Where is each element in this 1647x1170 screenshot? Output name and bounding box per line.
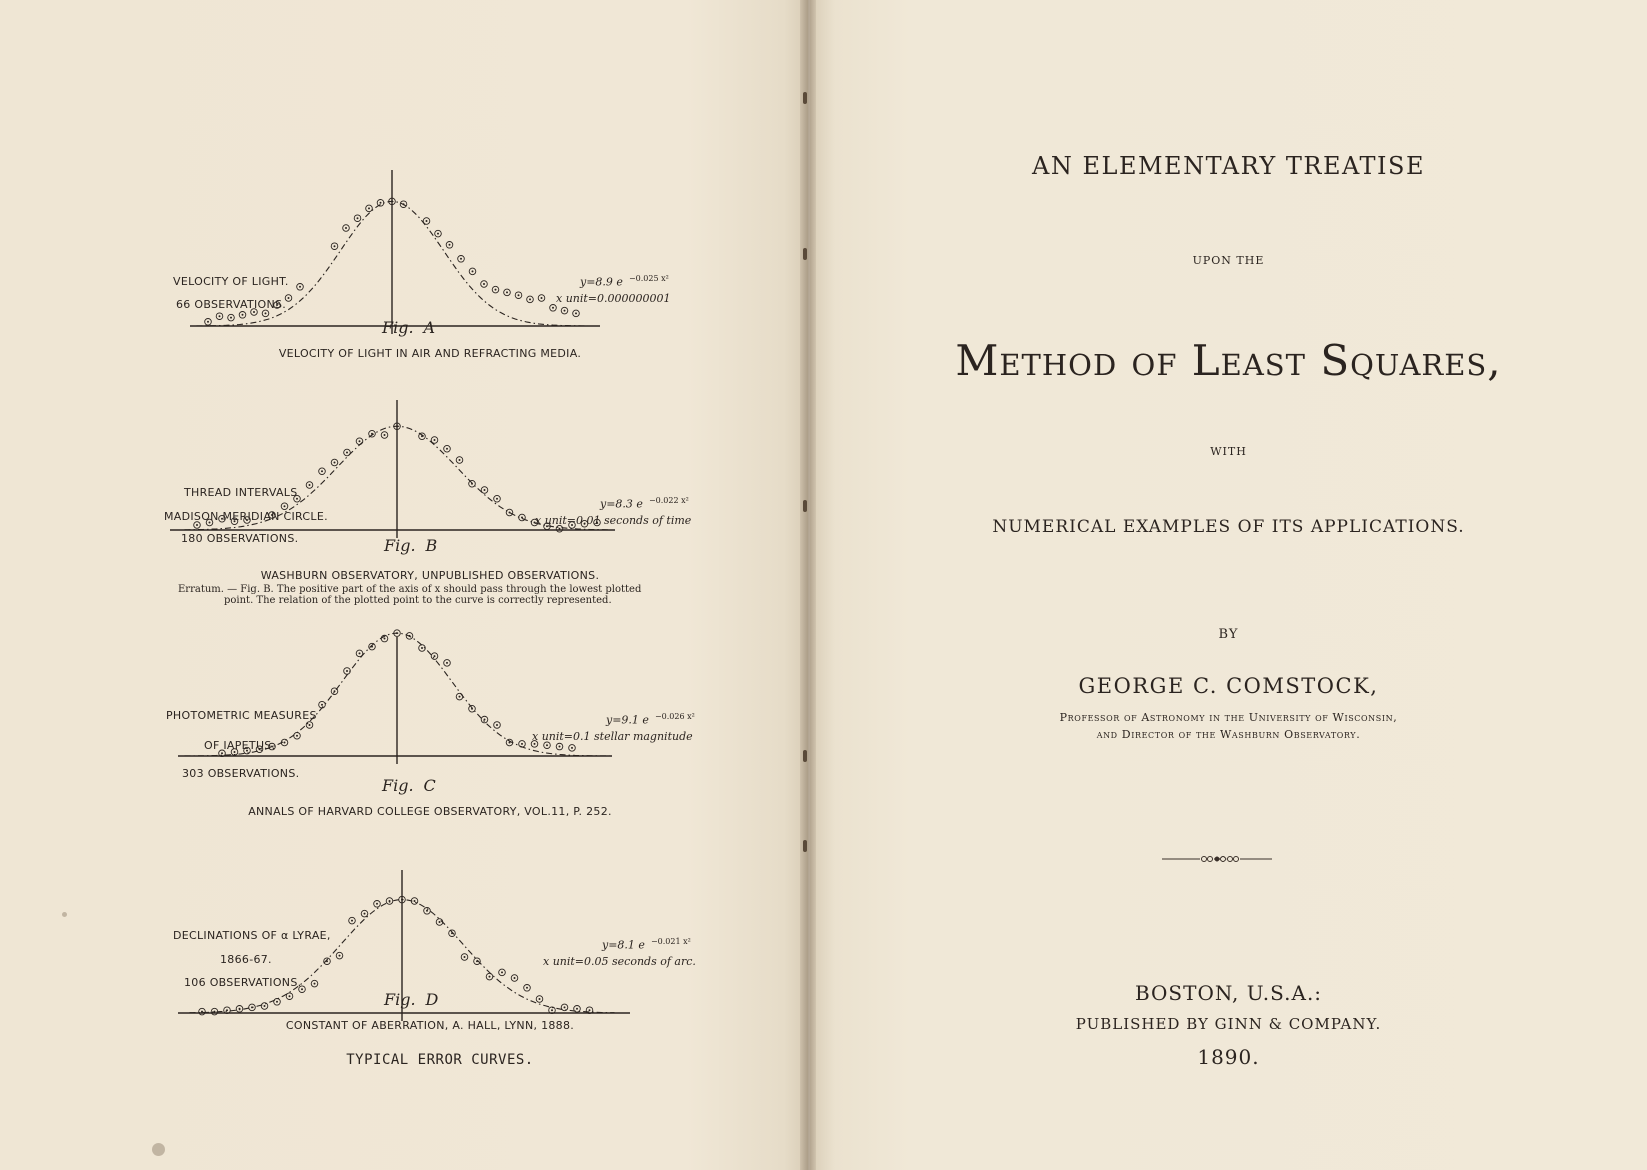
data-point-dot (526, 987, 528, 989)
data-point-dot (396, 632, 398, 634)
data-point (527, 296, 534, 303)
equation-exponent: −0.025 x² (628, 274, 669, 283)
title-line-4: WITH (1210, 445, 1247, 458)
data-point-dot (334, 690, 336, 692)
data-point (486, 973, 493, 980)
data-point (573, 310, 580, 317)
data-point (574, 1006, 581, 1013)
data-point-dot (446, 448, 448, 450)
figure-label-line: MADISON MERIDIAN CIRCLE. (164, 510, 328, 523)
data-point (331, 688, 338, 695)
data-point-dot (589, 1009, 591, 1011)
equation-exponent: −0.022 x² (648, 496, 689, 505)
data-point-dot (546, 744, 548, 746)
binding-stitch (803, 248, 807, 260)
data-point (431, 653, 438, 660)
data-point-dot (426, 220, 428, 222)
data-point (236, 1006, 243, 1013)
data-point-dot (529, 298, 531, 300)
data-point-dot (476, 960, 478, 962)
figure-tag: Fig. A (382, 318, 436, 337)
data-point-dot (509, 512, 511, 514)
author-affiliation: and Director of the Washburn Observatory. (1096, 728, 1361, 741)
equation: y=8.1 e $^{-0.021 x^2}$ (602, 937, 691, 952)
data-point-dot (521, 517, 523, 519)
data-point (449, 930, 456, 937)
figure-d (150, 885, 710, 1035)
equation: y=9.1 e $^{-0.026 x^2}$ (606, 712, 695, 727)
data-point (481, 487, 488, 494)
data-point-dot (334, 462, 336, 464)
data-point-dot (514, 977, 516, 979)
data-point-dot (434, 439, 436, 441)
data-point-dot (414, 900, 416, 902)
unit-note: x unit=0.05 seconds of arc. (543, 955, 696, 968)
figure-label-line: 180 OBSERVATIONS. (181, 532, 299, 545)
data-point-dot (219, 315, 221, 317)
data-point (356, 650, 363, 657)
data-point (205, 319, 212, 326)
data-point-dot (459, 696, 461, 698)
title-line-2: UPON THE (1192, 254, 1265, 267)
data-point-dot (421, 647, 423, 649)
data-point-dot (345, 227, 347, 229)
printer-ornament (1162, 852, 1272, 866)
figure-label-line: DECLINATIONS OF α LYRAE, (173, 929, 331, 942)
data-point (492, 286, 499, 293)
data-point-dot (576, 1008, 578, 1010)
data-point-dot (346, 670, 348, 672)
figure-a (150, 170, 710, 370)
data-point-dot (284, 505, 286, 507)
data-point-dot (359, 440, 361, 442)
data-point (481, 281, 488, 288)
data-point (423, 218, 430, 225)
data-point (431, 437, 438, 444)
data-point-dot (521, 743, 523, 745)
data-point (456, 693, 463, 700)
data-point-dot (321, 704, 323, 706)
erratum-line: Erratum. — Fig. B. The positive part of the axis of x should pass through the lowest plotted (178, 584, 642, 595)
subtitle: NUMERICAL EXAMPLES OF ITS APPLICATIONS. (992, 517, 1465, 537)
data-point (519, 514, 526, 521)
data-point-dot (472, 270, 474, 272)
data-point-dot (346, 452, 348, 454)
figure-label-line: 106 OBSERVATIONS. (184, 976, 302, 989)
data-point (319, 468, 326, 475)
data-point-dot (564, 1006, 566, 1008)
data-point (356, 438, 363, 445)
data-point (519, 741, 526, 748)
data-point-dot (201, 1011, 203, 1013)
data-point-dot (575, 312, 577, 314)
publisher: PUBLISHED BY GINN & COMPANY. (1075, 1015, 1382, 1033)
data-point (294, 732, 301, 739)
figure-label-line: 1866-67. (220, 953, 272, 966)
data-point-dot (251, 1006, 253, 1008)
data-point (419, 433, 426, 440)
data-point-dot (214, 1011, 216, 1013)
data-point-dot (403, 203, 405, 205)
data-point (515, 292, 522, 299)
data-point (262, 310, 269, 317)
figure-b (150, 420, 710, 570)
figure-a-plot (150, 170, 710, 370)
data-point-dot (253, 311, 255, 313)
data-point (354, 215, 361, 222)
data-point-dot (371, 646, 373, 648)
data-point-dot (518, 294, 520, 296)
data-point (285, 295, 292, 302)
data-point-dot (539, 998, 541, 1000)
data-point-dot (242, 314, 244, 316)
data-point-dot (534, 743, 536, 745)
data-point (286, 993, 293, 1000)
data-point (374, 901, 381, 908)
data-point-dot (239, 1008, 241, 1010)
data-point (297, 284, 304, 291)
figure-tag: Fig. B (384, 536, 438, 555)
data-point-dot (571, 747, 573, 749)
equation: y=8.3 e $^{-0.022 x^2}$ (600, 496, 689, 511)
data-point-dot (384, 434, 386, 436)
author-affiliation: Professor of Astronomy in the University of Wisconsin, (1059, 711, 1398, 724)
data-point-dot (449, 244, 451, 246)
data-point-dot (471, 708, 473, 710)
data-point-dot (339, 955, 341, 957)
data-point-dot (376, 903, 378, 905)
data-point-dot (207, 321, 209, 323)
unit-note: x unit=0.1 stellar magnitude (532, 730, 693, 743)
data-point-dot (426, 910, 428, 912)
data-point-dot (309, 724, 311, 726)
data-point (524, 985, 531, 992)
binding-stitch (803, 840, 807, 852)
data-point-dot (460, 258, 462, 260)
figure-label-line: 66 OBSERVATIONS. (176, 298, 287, 311)
data-point (481, 716, 488, 723)
paper-stain (152, 1143, 165, 1156)
data-point-dot (495, 289, 497, 291)
data-point (550, 305, 557, 312)
data-point-dot (401, 899, 403, 901)
data-point (504, 289, 511, 296)
data-point (366, 205, 373, 212)
data-point (281, 503, 288, 510)
data-point-dot (551, 1009, 553, 1011)
data-point (361, 910, 368, 917)
data-point (458, 256, 465, 263)
data-point-dot (384, 638, 386, 640)
binding-stitch (803, 500, 807, 512)
data-point (511, 975, 518, 982)
data-point (331, 459, 338, 466)
data-point (536, 996, 543, 1003)
data-point-dot (265, 312, 267, 314)
data-point-dot (289, 995, 291, 997)
data-point-dot (226, 1009, 228, 1011)
place-of-publication: BOSTON, U.S.A.: (1134, 981, 1323, 1005)
data-point (461, 954, 468, 961)
unit-note: x unit=0.01 seconds of time (535, 514, 692, 527)
figure-c (150, 640, 710, 810)
data-point (306, 482, 313, 489)
data-point-dot (509, 742, 511, 744)
figure-label-line: VELOCITY OF LIGHT. (173, 275, 289, 288)
plate-title: TYPICAL ERROR CURVES. (346, 1052, 534, 1068)
equation-exponent: −0.026 x² (654, 712, 695, 721)
erratum-note (178, 584, 698, 606)
data-point-dot (483, 283, 485, 285)
publication-year: 1890. (1197, 1045, 1260, 1069)
unit-note: x unit=0.000000001 (556, 292, 671, 305)
data-point-dot (451, 932, 453, 934)
data-point-dot (326, 960, 328, 962)
data-point (261, 1003, 268, 1010)
data-point (444, 660, 451, 667)
data-point (469, 480, 476, 487)
data-point (324, 958, 331, 965)
data-point-dot (464, 956, 466, 958)
data-point-dot (368, 207, 370, 209)
data-point-dot (489, 976, 491, 978)
data-point (494, 495, 501, 502)
erratum-line: point. The relation of the plotted point to the curve is correctly represented. (224, 595, 612, 606)
equation-exponent: −0.021 x² (650, 937, 691, 946)
data-point (499, 969, 506, 976)
data-point-dot (496, 498, 498, 500)
data-point-dot (564, 310, 566, 312)
data-point (561, 307, 568, 314)
data-point-dot (371, 433, 373, 435)
paper-stain (62, 912, 67, 917)
data-point-dot (552, 307, 554, 309)
binding-stitch (803, 750, 807, 762)
data-point (306, 722, 313, 729)
data-point (386, 898, 393, 905)
data-point-dot (359, 652, 361, 654)
data-point-dot (296, 735, 298, 737)
data-point-dot (409, 635, 411, 637)
data-point (444, 445, 451, 452)
data-point (569, 745, 576, 752)
data-point-dot (221, 752, 223, 754)
figure-label-line: OF IAPETUS. (204, 739, 276, 752)
data-point (469, 268, 476, 275)
by-line: BY (1218, 627, 1239, 642)
data-point (381, 432, 388, 439)
data-point-dot (559, 746, 561, 748)
data-point-dot (230, 317, 232, 319)
data-point-dot (484, 489, 486, 491)
figure-d-caption: CONSTANT OF ABERRATION, A. HALL, LYNN, 1888. (285, 1019, 575, 1032)
data-point-dot (559, 528, 561, 530)
data-point-dot (541, 297, 543, 299)
data-point (228, 314, 235, 321)
data-point-dot (309, 484, 311, 486)
data-point-dot (276, 1001, 278, 1003)
data-point-dot (501, 971, 503, 973)
figure-label-line: 303 OBSERVATIONS. (182, 767, 300, 780)
data-point-dot (439, 921, 441, 923)
data-point (344, 449, 351, 456)
data-point-dot (196, 524, 198, 526)
data-point-dot (391, 200, 393, 202)
figure-a-caption: VELOCITY OF LIGHT IN AIR AND REFRACTING MEDIA. (278, 347, 582, 360)
data-point-dot (299, 286, 301, 288)
figure-label-line: PHOTOMETRIC MEASURES (166, 709, 317, 722)
data-point (506, 509, 513, 516)
data-point (369, 430, 376, 437)
data-point (400, 201, 407, 208)
figure-c-caption: ANNALS OF HARVARD COLLEGE OBSERVATORY, VOL.11, P. 252. (248, 805, 612, 818)
data-point (199, 1008, 206, 1015)
data-point-dot (380, 202, 382, 204)
data-point (474, 958, 481, 965)
binding-stitch (803, 92, 807, 104)
data-point (216, 313, 223, 320)
data-point-dot (364, 913, 366, 915)
data-point-dot (459, 459, 461, 461)
data-point-dot (421, 435, 423, 437)
data-point-dot (357, 217, 359, 219)
data-point (538, 295, 545, 302)
data-point (336, 952, 343, 959)
data-point-dot (351, 920, 353, 922)
data-point (556, 743, 563, 750)
data-point (469, 705, 476, 712)
figure-b-caption: WASHBURN OBSERVATORY, UNPUBLISHED OBSERVATIONS. (260, 569, 600, 582)
author-name: GEORGE C. COMSTOCK, (1078, 674, 1379, 698)
data-point (494, 722, 501, 729)
data-point (349, 917, 356, 924)
data-point-dot (334, 245, 336, 247)
book-title: Method of Least Squares, (955, 336, 1502, 385)
equation: y=8.9 e $^{-0.025 x^2}$ (580, 274, 669, 289)
data-point (369, 643, 376, 650)
data-point-dot (506, 291, 508, 293)
data-point-dot (314, 983, 316, 985)
data-point (239, 312, 246, 319)
data-point (435, 230, 442, 237)
data-point-dot (496, 724, 498, 726)
data-point-dot (264, 1005, 266, 1007)
data-point-dot (437, 233, 439, 235)
data-point-dot (284, 742, 286, 744)
figure-label-line: THREAD INTERVALS (184, 486, 298, 499)
data-point-dot (446, 662, 448, 664)
data-point (561, 1004, 568, 1011)
data-point (446, 242, 453, 249)
data-point-dot (389, 900, 391, 902)
figure-tag: Fig. D (384, 990, 439, 1009)
title-line-1: AN ELEMENTARY TREATISE (1032, 152, 1425, 180)
data-point (424, 908, 431, 915)
data-point-dot (484, 719, 486, 721)
data-point (456, 457, 463, 464)
data-point (331, 243, 338, 250)
figure-tag: Fig. C (382, 776, 436, 795)
data-point (274, 999, 281, 1006)
data-point-dot (471, 483, 473, 485)
data-point-dot (434, 655, 436, 657)
data-point (249, 1004, 256, 1011)
data-point-dot (288, 297, 290, 299)
data-point-dot (396, 425, 398, 427)
data-point (311, 980, 318, 987)
data-point (343, 225, 350, 232)
data-point-dot (321, 470, 323, 472)
